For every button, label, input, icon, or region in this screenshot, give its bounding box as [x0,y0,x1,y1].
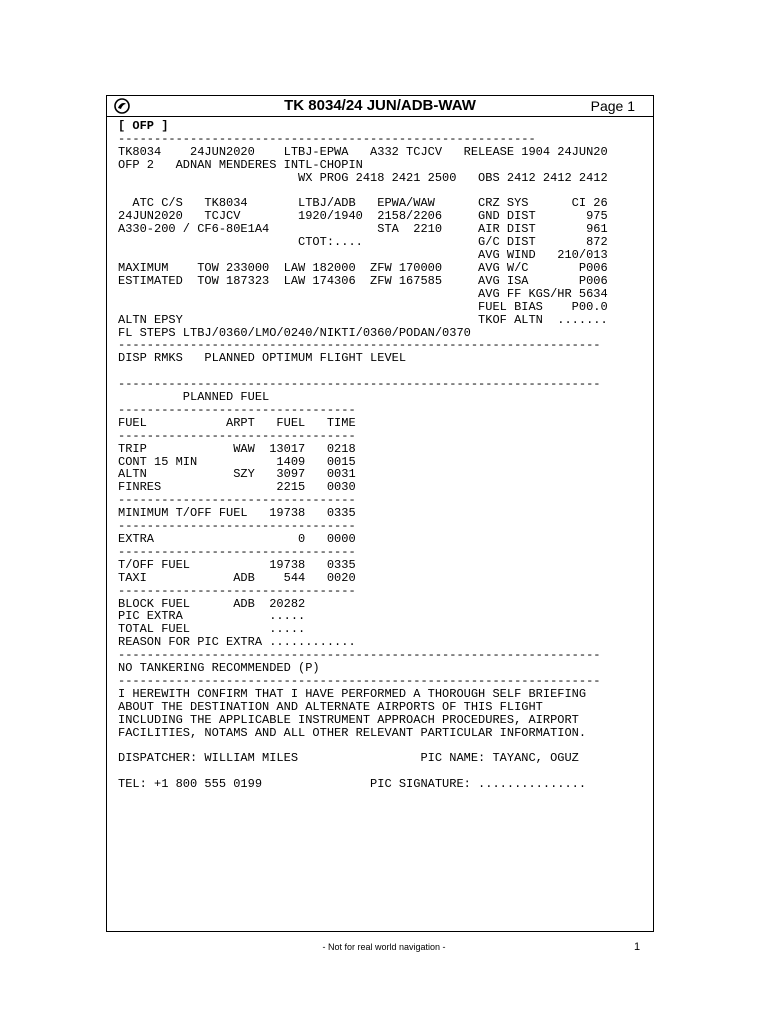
ofp-line: FL STEPS LTBJ/0360/LMO/0240/NIKTI/0360/PODAN/0370 [118,325,471,340]
ofp-line: ATC C/S TK8034 LTBJ/ADB EPWA/WAW CRZ SYS CI 26 [118,196,608,211]
ofp-line: DISP RMKS PLANNED OPTIMUM FLIGHT LEVEL [118,351,407,366]
ofp-line: FUEL BIAS P00.0 [118,299,608,314]
ofp-line: --------------------------------- [118,519,356,534]
ofp-line: T/OFF FUEL 19738 0335 [118,557,356,572]
ofp-document-frame [106,95,654,932]
ofp-line: ------------------------------------------------------------------- [118,648,601,663]
footer-page-number: 1 [634,941,641,953]
ofp-line: EXTRA 0 0000 [118,532,356,546]
ofp-lines [118,132,608,791]
ofp-line: ABOUT THE DESTINATION AND ALTERNATE AIRPORTS OF THIS FLIGHT [118,699,543,714]
ofp-line: ALTN EPSY TKOF ALTN ....... [118,312,608,327]
ofp-line: ESTIMATED TOW 187323 LAW 174306 ZFW 167585 AVG ISA P006 [118,273,608,288]
ofp-line: FACILITIES, NOTAMS AND ALL OTHER RELEVANT PARTICULAR INFORMATION. [118,725,587,740]
ofp-line: AVG FF KGS/HR 5634 [118,286,608,301]
ofp-line: OFP 2 ADNAN MENDERES INTL-CHOPIN [118,157,363,172]
ofp-line: TAXI ADB 544 0020 [118,570,356,585]
ofp-line: PIC EXTRA ..... [118,609,306,624]
ofp-line: ------------------------------------------------------------------- [118,377,601,392]
ofp-line: I HEREWITH CONFIRM THAT I HAVE PERFORMED A THOROUGH SELF BRIEFING [118,686,587,701]
ofp-line: ALTN SZY 3097 0031 [118,467,356,482]
ofp-line: ------------------------------------------------------------------- [118,673,601,688]
ofp-line: 24JUN2020 TCJCV 1920/1940 2158/2206 GND DIST 975 [118,209,608,224]
ofp-line: DISPATCHER: WILLIAM MILES PIC NAME: TAYANC, OGUZ [118,751,579,766]
ofp-line: FINRES 2215 0030 [118,480,356,495]
ofp-tag: [ OFP ] [118,119,169,133]
ofp-line: BLOCK FUEL ADB 20282 [118,596,306,611]
ofp-line: AVG WIND 210/013 [118,248,608,263]
ofp-line: --------------------------------- [118,402,356,417]
ofp-line: --------------------------------- [118,544,356,559]
page-title: TK 8034/24 JUN/ADB-WAW [284,97,476,114]
ofp-line: --------------------------------- [118,583,356,598]
ofp-line: --------------------------------- [118,428,356,443]
ofp-line: --------------------------------- [118,493,356,508]
ofp-line: WX PROG 2418 2421 2500 OBS 2412 2412 2412 [118,170,608,185]
ofp-line: TRIP WAW 13017 0218 [118,441,356,456]
ofp-line: FUEL ARPT FUEL TIME [118,415,356,430]
ofp-line: PLANNED FUEL [118,390,270,405]
footer-disclaimer: - Not for real world navigation - [322,942,446,952]
ofp-text-body [118,120,608,791]
ofp-line: CTOT:.... G/C DIST 872 [118,235,608,250]
ofp-line: ------------------------------------------------------------------- [118,338,601,353]
ofp-line: CONT 15 MIN 1409 0015 [118,454,356,469]
ofp-line: TK8034 24JUN2020 LTBJ-EPWA A332 TCJCV RELEASE 1904 24JUN20 [118,144,608,159]
ofp-line: INCLUDING THE APPLICABLE INSTRUMENT APPROACH PROCEDURES, AIRPORT [118,712,579,727]
document-header [107,96,653,117]
ofp-line: TOTAL FUEL ..... [118,622,306,637]
ofp-line: ---------------------------------------------------------- [118,131,536,146]
ofp-line: MAXIMUM TOW 233000 LAW 182000 ZFW 170000 AVG W/C P006 [118,260,608,275]
ofp-line: MINIMUM T/OFF FUEL 19738 0335 [118,506,356,521]
ofp-line: REASON FOR PIC EXTRA ............ [118,635,356,650]
ofp-line: TEL: +1 800 555 0199 PIC SIGNATURE: ............... [118,777,587,792]
ofp-line: A330-200 / CF6-80E1A4 STA 2210 AIR DIST 961 [118,222,608,237]
page-label: Page 1 [590,98,635,114]
ofp-line: NO TANKERING RECOMMENDED (P) [118,661,320,676]
